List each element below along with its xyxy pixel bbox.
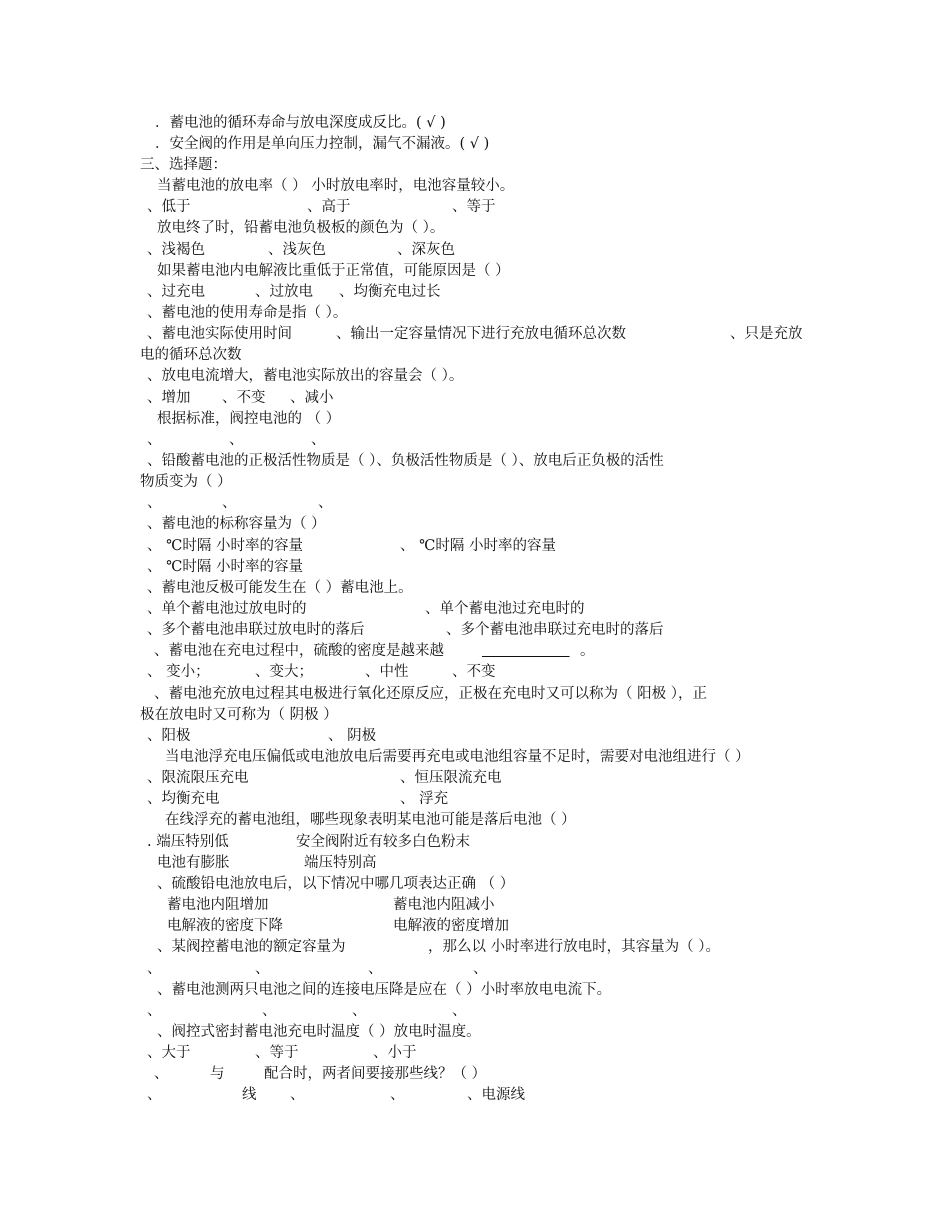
option: 、 阴极 <box>328 728 377 744</box>
option: 线 <box>242 1087 257 1103</box>
option: 安全阀附近有较多白色粉末 <box>296 834 470 850</box>
question: 、铅酸蓄电池的正极活性物质是（ ）、负极活性物质是（ ）、放电后正负极的活性 <box>147 453 664 469</box>
option: 、多个蓄电池串联过充电时的落后 <box>446 622 664 638</box>
answer-blank <box>482 641 570 661</box>
option: 、 <box>452 1003 467 1019</box>
question: 、蓄电池反极可能发生在（ ）蓄电池上。 <box>147 580 413 596</box>
text-line: 物质变为（ ） <box>140 474 232 490</box>
text-line: 电的循环总次数 <box>140 347 242 363</box>
option: 蓄电池内阻增加 <box>167 897 269 913</box>
option: 、限流限压充电 <box>147 770 249 786</box>
option: 、过放电 <box>255 284 313 300</box>
option: 、深灰色 <box>397 242 455 258</box>
question: 配合时，两者间要接那些线？（ ） <box>264 1066 487 1082</box>
option: 、多个蓄电池串联过放电时的落后 <box>147 622 365 638</box>
option: 、 <box>147 961 162 977</box>
question: ，那么以 小时率进行放电时，其容量为（ ）。 <box>428 939 720 955</box>
option: 端压特别高 <box>304 855 377 871</box>
option: 、只是充放 <box>730 326 803 342</box>
question: 、蓄电池充放电过程其电极进行氧化还原反应，正极在充电时又可以称为（ 阳极 ），正 <box>154 686 707 702</box>
option: 、低于 <box>147 199 191 215</box>
option: 、过充电 <box>147 284 205 300</box>
option: 、变大； <box>255 664 313 680</box>
option: 、高于 <box>307 199 351 215</box>
option: 、减小 <box>290 390 334 406</box>
option: 、 <box>390 1087 405 1103</box>
option: 电解液的密度下降 <box>167 918 283 934</box>
question: 放电终了时，铅蓄电池负极板的颜色为（ ）。 <box>157 220 445 236</box>
option: 、单个蓄电池过充电时的 <box>425 601 585 617</box>
option: 、 <box>311 432 326 448</box>
option: 、浅褐色 <box>147 242 205 258</box>
option: 、恒压限流充电 <box>400 770 502 786</box>
option: 、小于 <box>373 1045 417 1061</box>
option: 、 <box>262 1003 277 1019</box>
option: 、 <box>352 1003 367 1019</box>
option: 、大于 <box>147 1045 191 1061</box>
question: 、放电电流增大，蓄电池实际放出的容量会（ ）。 <box>147 368 464 384</box>
question: 在线浮充的蓄电池组，哪些现象表明某电池可能是落后电池（ ） <box>165 812 576 828</box>
text-line: ．蓄电池的循环寿命与放电深度成反比。( √ ) <box>155 115 446 131</box>
option: 、 <box>229 432 244 448</box>
option: 、增加 <box>147 390 191 406</box>
question: 、蓄电池测两只电池之间的连接电压降是应在（ ）小时率放电电流下。 <box>157 982 612 998</box>
question: 当蓄电池的放电率（ ） 小时放电率时，电池容量较小。 <box>157 178 515 194</box>
option: 、单个蓄电池过放电时的 <box>147 601 307 617</box>
question: 、 <box>154 1066 169 1082</box>
option: 、不变 <box>222 390 266 406</box>
option: 、 <box>222 495 237 511</box>
option: 、中性 <box>365 664 409 680</box>
option: 、阳极 <box>147 728 191 744</box>
option: 、 <box>147 495 162 511</box>
option: . 端压特别低 <box>147 834 229 850</box>
option: 、 <box>147 1087 162 1103</box>
option: 、 <box>318 495 333 511</box>
option: 、 ℃时隔 小时率的容量 <box>147 538 303 554</box>
text-line: ．安全阀的作用是单向压力控制，漏气不漏液。( √ ) <box>155 136 490 152</box>
question: 如果蓄电池内电解液比重低于正常值，可能原因是（ ） <box>157 263 510 279</box>
question: 、某阀控蓄电池的额定容量为 <box>157 939 346 955</box>
question: 、蓄电池在充电过程中，硫酸的密度是越来越 <box>154 643 444 659</box>
question: 当电池浮充电压偏低或电池放电后需要再充电或电池组容量不足时，需要对电池组进行（ ） <box>165 749 750 765</box>
option: 电池有膨胀 <box>157 855 230 871</box>
option: 、 ℃时隔 小时率的容量 <box>400 538 556 554</box>
option: 、 <box>368 961 383 977</box>
option: 、 <box>290 1087 305 1103</box>
section-heading: 三、选择题： <box>140 157 227 173</box>
option: 、 <box>147 432 162 448</box>
question: 、蓄电池的标称容量为（ ） <box>147 516 326 532</box>
option: 、蓄电池实际使用时间 <box>147 326 292 342</box>
option: 蓄电池内阻减小 <box>393 897 495 913</box>
option: 、 浮充 <box>400 791 449 807</box>
option: 、 <box>147 1003 162 1019</box>
option: 电解液的密度增加 <box>393 918 509 934</box>
option: 、 <box>255 961 270 977</box>
text-line: 。 <box>580 643 595 659</box>
question: 、硫酸铅电池放电后，以下情况中哪几项表达正确 （ ） <box>157 876 515 892</box>
option: 、均衡充电 <box>147 791 220 807</box>
question: 与 <box>210 1066 225 1082</box>
option: 、 变小； <box>147 664 210 680</box>
text-line: 极在放电时又可称为（ 阴极 ） <box>140 707 338 723</box>
option: 、 ℃时隔 小时率的容量 <box>147 559 303 575</box>
option: 、不变 <box>452 664 496 680</box>
option: 、等于 <box>255 1045 299 1061</box>
option: 、均衡充电过长 <box>339 284 441 300</box>
option: 、输出一定容量情况下进行充放电循环总次数 <box>336 326 626 342</box>
option: 、浅灰色 <box>268 242 326 258</box>
option: 、电源线 <box>467 1087 525 1103</box>
question: 根据标准，阀控电池的 （ ） <box>157 411 341 427</box>
question: 、蓄电池的使用寿命是指（ ）。 <box>147 305 348 321</box>
option: 、 <box>473 961 488 977</box>
option: 、等于 <box>452 199 496 215</box>
question: 、阀控式密封蓄电池充电时温度（ ）放电时温度。 <box>157 1024 481 1040</box>
